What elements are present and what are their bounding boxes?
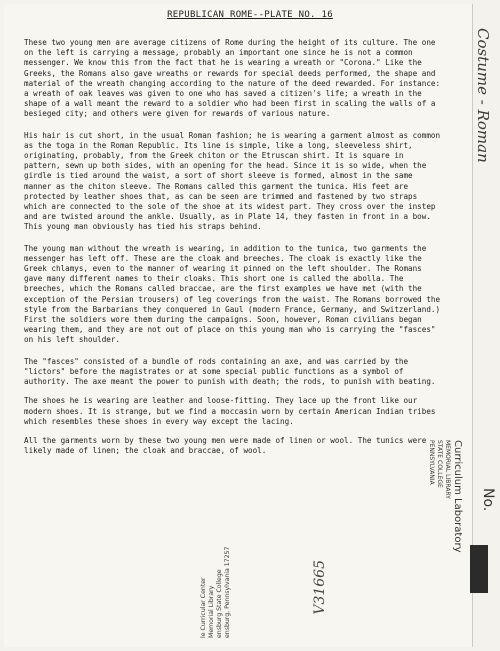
paragraph-4: The "fasces" consisted of a bundle of rods containing an axe, and was carried by the "lictors" before the magistrates or at some special public functions as a symbol of authority. The axe meant the power to punish with death; the rods, to punish with beating. xyxy=(24,356,436,387)
paragraph-6: All the garments worn by these two young men were made of linen or wool. The tunics were likely made of linen; the cloak and braccae, of wool. xyxy=(24,435,427,456)
stamp-line-3: PENNSYLVANIA xyxy=(428,440,435,485)
library-stamp-line-2: Memorial Library xyxy=(208,585,215,638)
stamp-title: Curriculum Laboratory xyxy=(452,440,463,553)
costume-label-text: Costume - Roman xyxy=(474,28,492,163)
number-redaction-box xyxy=(470,545,488,593)
curriculum-stamp xyxy=(424,440,464,560)
library-stamp-line-1: le Curricular Center xyxy=(200,577,207,638)
handwritten-accession-number: V31665 xyxy=(312,560,328,615)
stamp-line-2: STATE COLLEGE xyxy=(436,440,443,488)
paragraph-5: The shoes he is wearing are leather and loose-fitting. They lace up the front like our modern shoes. It is strange, but we find a moccasin worn by certain American Indian tribes which resembles these shoes in every way except the lacing. xyxy=(24,396,436,426)
paragraph-2: His hair is cut short, in the usual Roman fashion; he is wearing a garment almost as common as the toga in the Roman Republic. Its line is simple, like a long, sleeveless shirt, originating, probably, from the Greek chiton or the Etruscan shirt. It is square in pattern, sewn up both sides, with an opening for the head. Since it is so wide, when the girdle is tied around the waist, a sort of short sleeve is formed, almost in the same manner as the chiton sleeve. The Romans called this garment the tunica. His feet are protected by leather shoes that, as can be seen are trimmed and fastened by two straps which are connected to the sole of the shoe at its widest part. They cross over the instep and are twisted around the ankle. Usually, as in Plate 14, they fasten in front in a bow. This young man obviously has tied his straps behind. xyxy=(24,130,441,232)
document-title: REPUBLICAN ROME--PLATE NO. 16 xyxy=(167,10,333,20)
library-stamp-line-4: ensburg, Pennsylvania 17257 xyxy=(224,546,231,638)
number-label: No. xyxy=(480,488,496,512)
library-stamp-line-3: ensburg State College xyxy=(216,569,223,638)
stamp-line-1: MEMORIAL LIBRARY xyxy=(444,440,451,499)
paragraph-3: The young man without the wreath is wearing, in addition to the tunica, two garments the messenger has left off. These are the cloak and breeches. The cloak is exactly like the Greek chlamys, even to the manner of wearing it pinned on the left shoulder. The Romans gave many different names to their cloaks. This short one is called the abolla. The breeches, which the Romans called braccae, are the first examples we have met (with the exception of the Persian trousers) of leg coverings from the waist. The Romans borrowed the style from the Barbarians they conquered in Gaul (modern France, Germany, and Switzerland.) First the soldiers wore them during the campaigns. Soon, however, Roman civilians began wearing them, and they are not out of place on this young man who is carrying the "fasces" on his left shoulder. xyxy=(24,243,441,345)
paragraph-1: These two young men are average citizens of Rome during the height of its culture. The one on the left is carrying a message, probably an important one since he is not a common messenger. We know this from the fact that he is wearing a wreath or "Corona." Like the Greeks, the Romans also gave wreaths or rewards for special deeds performed, the shape and material of the wreath changing according to the nature of the deed rewarded. For instance: a wreath of oak leaves was given to one who has saved a citizen's life; a wreath in the shape of a wall meant the reward to a soldier who had been first in scaling the walls of a besieged city; and others were given for rewards of various nature. xyxy=(24,38,441,119)
costume-margin-label xyxy=(472,28,494,208)
document-body xyxy=(24,38,442,467)
library-stamp xyxy=(200,528,250,638)
